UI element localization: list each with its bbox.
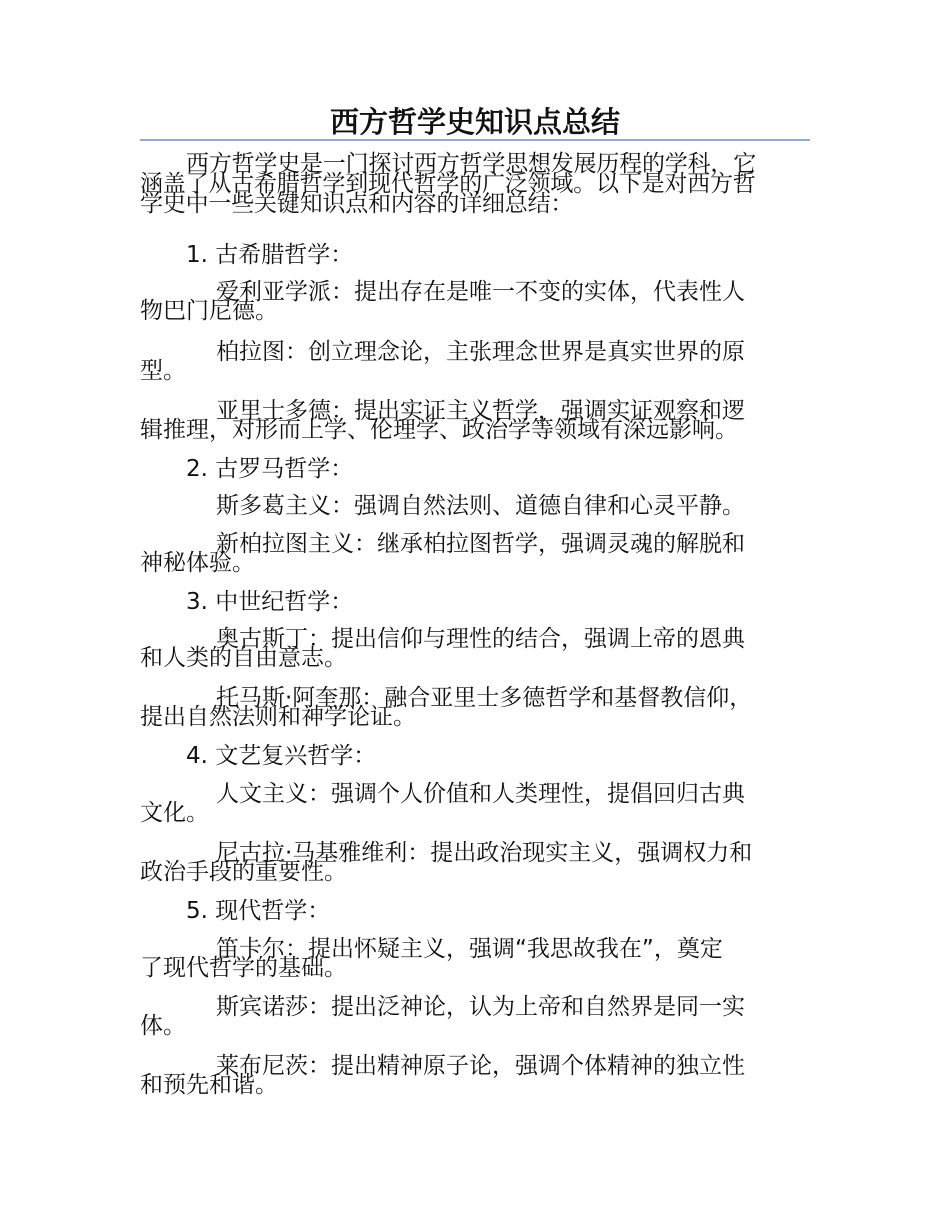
item-line: 托马斯·阿奎那：融合亚里士多德哲学和基督教信仰，: [216, 685, 753, 711]
item-line: 和人类的自由意志。: [140, 645, 347, 671]
list-item: [140, 278, 810, 325]
list-item: [140, 780, 810, 827]
section-heading: 3. 中世纪哲学：: [186, 589, 354, 615]
item-line: 文化。: [140, 800, 209, 826]
item-line: 斯多葛主义：强调自然法则、道德自律和心灵平静。: [216, 493, 745, 519]
item-line: 体。: [140, 1013, 186, 1039]
list-item: [140, 839, 810, 886]
intro-line: 西方哲学史是一门探讨西方哲学思想发展历程的学科，它: [186, 151, 757, 177]
list-item: [140, 935, 810, 982]
item-line: 提出自然法则和神学论证。: [140, 704, 416, 730]
item-line: 斯宾诺莎：提出泛神论，认为上帝和自然界是同一实: [216, 994, 745, 1020]
section-heading: 1. 古希腊哲学：: [186, 242, 354, 268]
list-item: [140, 993, 810, 1040]
item-line: 了现代哲学的基础。: [140, 955, 347, 981]
item-line: 新柏拉图主义：继承柏拉图哲学，强调灵魂的解脱和: [216, 531, 745, 557]
list-item: [140, 338, 810, 385]
item-line: 神秘体验。: [140, 550, 255, 576]
title-underline: [140, 139, 810, 141]
item-line: 物巴门尼德。: [140, 298, 278, 324]
document-page: [140, 0, 810, 1230]
list-item: [140, 1052, 810, 1099]
item-line: 柏拉图：创立理念论，主张理念世界是真实世界的原: [216, 339, 745, 365]
section-heading: 5. 现代哲学：: [186, 898, 331, 924]
item-line: 奥古斯丁：提出信仰与理性的结合，强调上帝的恩典: [216, 626, 745, 652]
intro-paragraph: [140, 151, 810, 217]
list-item: [140, 530, 810, 577]
item-line: 型。: [140, 358, 186, 384]
list-item: [140, 684, 810, 731]
item-line: 和预先和谐。: [140, 1072, 278, 1098]
section-heading: 4. 文艺复兴哲学：: [186, 743, 377, 769]
list-item: [140, 625, 810, 672]
item-line: 辑推理，对形而上学、伦理学、政治学等领域有深远影响。: [140, 417, 738, 443]
item-line: 人文主义：强调个人价值和人类理性，提倡回归古典: [216, 781, 745, 807]
document-title: 西方哲学史知识点总结: [329, 105, 620, 139]
item-line: 笛卡尔：提出怀疑主义，强调“我思故我在”，奠定: [216, 936, 723, 962]
intro-line: 学史中一些关键知识点和内容的详细总结：: [140, 191, 574, 217]
item-line: 亚里士多德：提出实证主义哲学，强调实证观察和逻: [216, 398, 745, 424]
item-line: 尼古拉·马基雅维利：提出政治现实主义，强调权力和: [216, 840, 753, 866]
list-item: [140, 492, 810, 520]
item-line: 莱布尼茨：提出精神原子论，强调个体精神的独立性: [216, 1053, 745, 1079]
item-line: 政治手段的重要性。: [140, 859, 347, 885]
section-heading: 2. 古罗马哲学：: [186, 456, 354, 482]
list-item: [140, 397, 810, 444]
item-line: 爱利亚学派：提出存在是唯一不变的实体，代表性人: [216, 279, 745, 305]
intro-line: 涵盖了从古希腊哲学到现代哲学的广泛领域。以下是对西方哲: [140, 171, 756, 197]
